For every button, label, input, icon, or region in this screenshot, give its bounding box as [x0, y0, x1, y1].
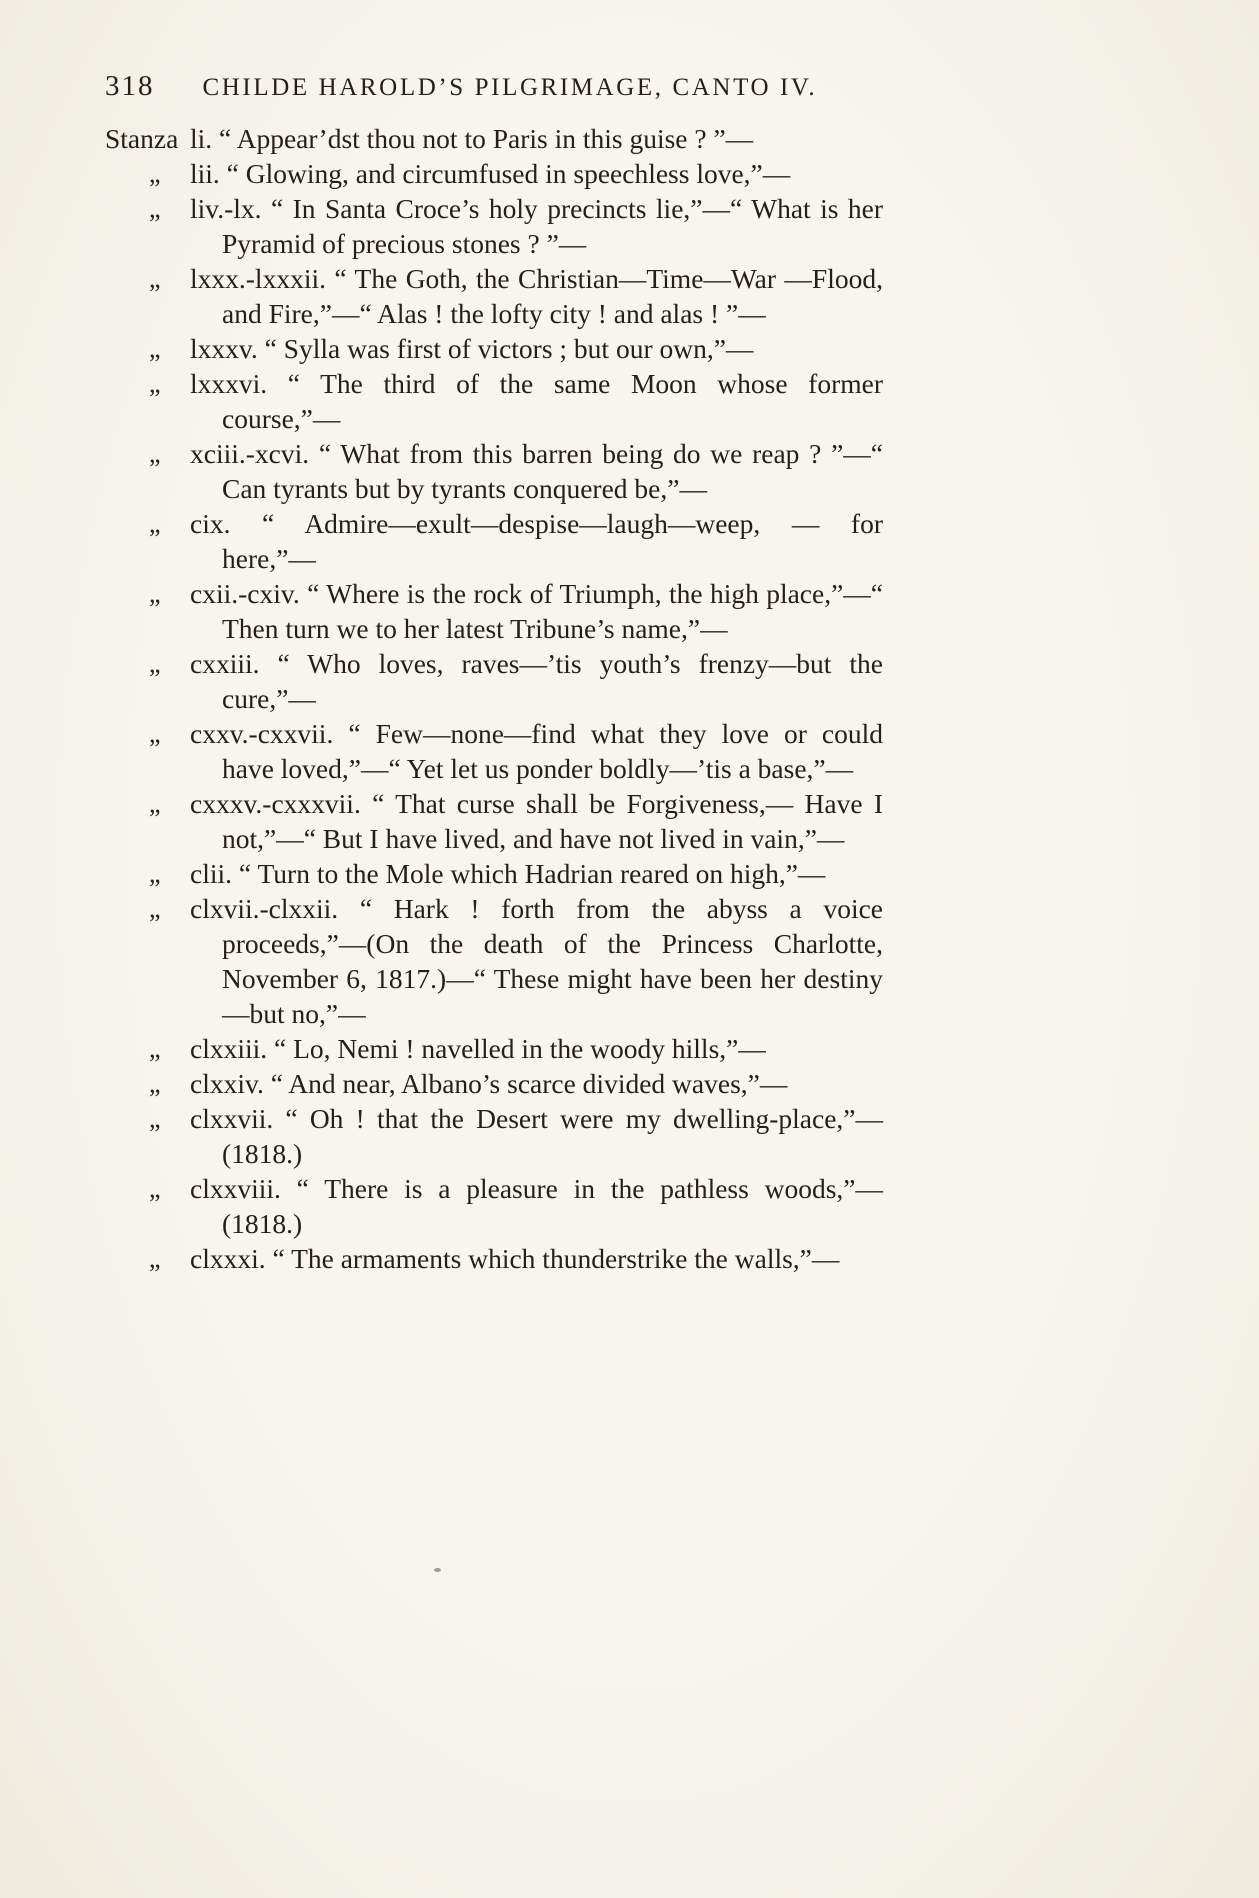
page-number: 318: [105, 70, 155, 102]
entry-prefix: „: [149, 649, 161, 678]
entry-text: clxvii.-clxxii. “ Hark ! forth from the abyss a voice proceeds,”—(On the death of the Princess Charlotte, November 6, 1817.)—“ These might have been her destiny—but no,”—: [190, 893, 883, 1029]
entry-prefix: „: [149, 579, 161, 608]
entry-prefix: „: [149, 439, 161, 468]
entry-text: lxxx.-lxxxii. “ The Goth, the Christian—Time—War —Flood, and Fire,”—“ Alas ! the lofty city ! and alas ! ”—: [190, 263, 883, 329]
entry-text: clxxiv. “ And near, Albano’s scarce divided waves,”—: [190, 1068, 788, 1099]
entry-prefix: „: [149, 1174, 161, 1203]
entry-text: cxxiii. “ Who loves, raves—’tis youth’s frenzy—but the cure,”—: [190, 648, 883, 714]
entry-text: liv.-lx. “ In Santa Croce’s holy precincts lie,”—“ What is her Pyramid of precious stones ? ”—: [190, 193, 883, 259]
stanza-entry: [105, 786, 883, 856]
stanza-entry: [105, 366, 883, 436]
scan-artifact-dot: [434, 1568, 441, 1572]
entry-prefix: „: [149, 859, 161, 888]
entry-text: lii. “ Glowing, and circumfused in speechless love,”—: [190, 158, 791, 189]
stanza-entry: [105, 856, 883, 891]
entry-prefix: „: [149, 894, 161, 923]
entry-text: cxxxv.-cxxxvii. “ That curse shall be Forgiveness,— Have I not,”—“ But I have lived, and have not lived in vain,”—: [190, 788, 883, 854]
entry-prefix: „: [149, 789, 161, 818]
stanza-entry: [105, 1241, 883, 1276]
page-content: [105, 70, 883, 1276]
stanza-entry: [105, 506, 883, 576]
stanza-entry: [105, 716, 883, 786]
entry-prefix: „: [149, 264, 161, 293]
entry-text: li. “ Appear’dst thou not to Paris in this guise ? ”—: [190, 123, 754, 154]
entry-prefix: „: [149, 1034, 161, 1063]
stanza-entry: [105, 646, 883, 716]
stanza-entry: [105, 1031, 883, 1066]
entry-text: clxxvii. “ Oh ! that the Desert were my dwelling-place,”—(1818.): [190, 1103, 883, 1169]
stanza-entry: [105, 121, 883, 156]
entry-text: clxxxi. “ The armaments which thunderstrike the walls,”—: [190, 1243, 840, 1274]
stanza-entry: [105, 576, 883, 646]
stanza-entry: [105, 891, 883, 1031]
entry-text: xciii.-xcvi. “ What from this barren being do we reap ? ”—“ Can tyrants but by tyrants conquered be,”—: [190, 438, 883, 504]
entry-prefix: „: [149, 369, 161, 398]
stanza-entry: [105, 191, 883, 261]
entry-prefix: „: [149, 719, 161, 748]
entry-prefix: „: [149, 159, 161, 188]
stanza-entry: [105, 1101, 883, 1171]
entry-text: clii. “ Turn to the Mole which Hadrian reared on high,”—: [190, 858, 826, 889]
stanza-entry: [105, 261, 883, 331]
entry-text: clxxviii. “ There is a pleasure in the pathless woods,”— (1818.): [190, 1173, 883, 1239]
stanza-entry: [105, 436, 883, 506]
entry-text: cxii.-cxiv. “ Where is the rock of Triumph, the high place,”—“ Then turn we to her latest Tribune’s name,”—: [190, 578, 883, 644]
entry-prefix: „: [149, 1244, 161, 1273]
entry-prefix: „: [149, 1069, 161, 1098]
entry-text: lxxxvi. “ The third of the same Moon whose former course,”—: [190, 368, 883, 434]
running-title: CHILDE HAROLD’S PILGRIMAGE, CANTO IV.: [202, 74, 818, 101]
stanza-entry: [105, 1066, 883, 1101]
entry-prefix: Stanza: [105, 123, 179, 154]
entry-text: cxxv.-cxxvii. “ Few—none—find what they love or could have loved,”—“ Yet let us ponder boldly—’tis a base,”—: [190, 718, 883, 784]
entry-prefix: „: [149, 509, 161, 538]
entry-prefix: „: [149, 194, 161, 223]
stanza-entry: [105, 331, 883, 366]
entry-prefix: „: [149, 1104, 161, 1133]
stanza-entry: [105, 1171, 883, 1241]
entry-text: cix. “ Admire—exult—despise—laugh—weep, — for here,”—: [190, 508, 883, 574]
entry-text: lxxxv. “ Sylla was first of victors ; but our own,”—: [190, 333, 754, 364]
stanza-index-list: [105, 121, 883, 1276]
entry-text: clxxiii. “ Lo, Nemi ! navelled in the woody hills,”—: [190, 1033, 766, 1064]
stanza-entry: [105, 156, 883, 191]
page-header: [105, 70, 883, 103]
entry-prefix: „: [149, 334, 161, 363]
